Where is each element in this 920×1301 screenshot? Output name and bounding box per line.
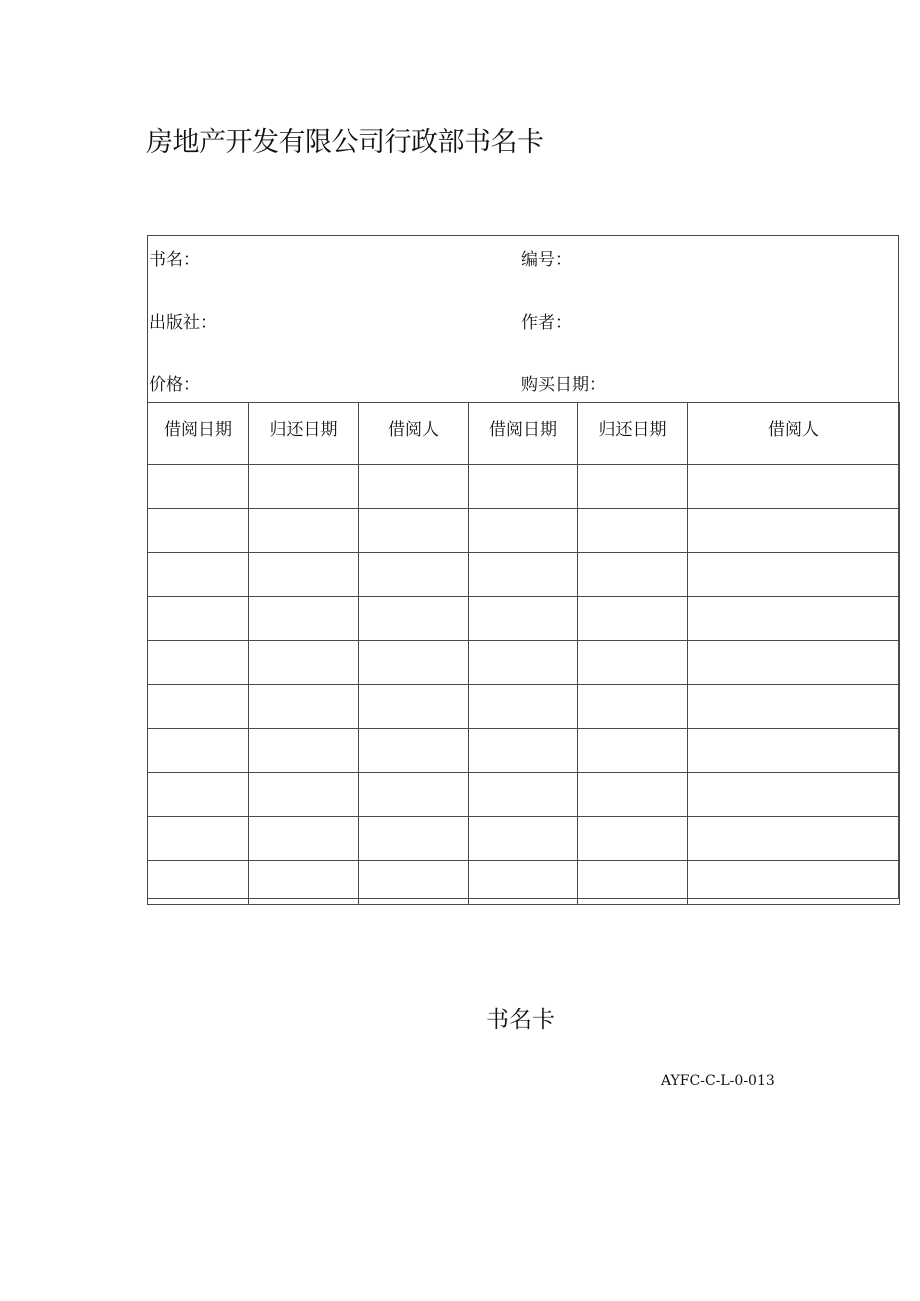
document-code: AYFC-C-L-0-013	[661, 1073, 775, 1089]
table-cell	[688, 729, 900, 773]
table-cell	[688, 641, 900, 685]
table-cell	[249, 553, 359, 597]
price-label: 价格：	[149, 375, 200, 395]
table-cell	[249, 861, 359, 905]
table-cell	[469, 641, 578, 685]
table-row	[148, 641, 900, 685]
author-label: 作者：	[521, 313, 572, 333]
table-cell	[688, 553, 900, 597]
table-cell	[249, 729, 359, 773]
table-row	[148, 817, 900, 861]
table-cell	[148, 861, 249, 905]
table-cell	[469, 773, 578, 817]
table-cell	[148, 729, 249, 773]
table-cell	[359, 597, 469, 641]
table-cell	[469, 817, 578, 861]
header-return-date-2: 归还日期	[578, 403, 688, 465]
table-cell	[359, 685, 469, 729]
number-label: 编号：	[521, 250, 572, 270]
table-cell	[359, 641, 469, 685]
table-cell	[249, 817, 359, 861]
book-info-section	[148, 236, 898, 403]
header-borrow-date-2: 借阅日期	[469, 403, 578, 465]
table-cell	[469, 465, 578, 509]
purchase-date-label: 购买日期：	[521, 375, 606, 395]
table-cell	[469, 685, 578, 729]
table-cell	[578, 641, 688, 685]
table-cell	[359, 861, 469, 905]
table-cell	[148, 509, 249, 553]
table-cell	[359, 553, 469, 597]
header-borrow-date-1: 借阅日期	[148, 403, 249, 465]
table-cell	[578, 685, 688, 729]
book-card	[147, 235, 899, 899]
table-cell	[688, 817, 900, 861]
table-row	[148, 465, 900, 509]
table-cell	[469, 509, 578, 553]
table-cell	[578, 509, 688, 553]
table-cell	[469, 861, 578, 905]
table-cell	[578, 553, 688, 597]
header-return-date-1: 归还日期	[249, 403, 359, 465]
table-cell	[688, 773, 900, 817]
table-row	[148, 773, 900, 817]
table-cell	[469, 597, 578, 641]
table-cell	[578, 729, 688, 773]
table-cell	[578, 861, 688, 905]
table-header-row	[148, 403, 900, 465]
table-cell	[688, 465, 900, 509]
table-cell	[688, 597, 900, 641]
table-row	[148, 553, 900, 597]
table-cell	[359, 465, 469, 509]
table-cell	[688, 509, 900, 553]
table-row	[148, 685, 900, 729]
table-cell	[249, 509, 359, 553]
table-cell	[249, 641, 359, 685]
table-cell	[359, 773, 469, 817]
table-cell	[359, 817, 469, 861]
table-cell	[148, 597, 249, 641]
publisher-label: 出版社：	[149, 313, 217, 333]
table-cell	[148, 553, 249, 597]
table-cell	[148, 817, 249, 861]
table-cell	[688, 861, 900, 905]
table-cell	[249, 773, 359, 817]
table-cell	[249, 597, 359, 641]
table-body	[148, 465, 900, 905]
table-cell	[359, 729, 469, 773]
table-cell	[249, 685, 359, 729]
table-cell	[148, 773, 249, 817]
header-borrower-2: 借阅人	[688, 403, 900, 465]
table-row	[148, 729, 900, 773]
table-cell	[359, 509, 469, 553]
table-cell	[578, 817, 688, 861]
table-cell	[249, 465, 359, 509]
card-caption: 书名卡	[486, 1007, 555, 1033]
table-row	[148, 861, 900, 905]
table-cell	[578, 465, 688, 509]
table-cell	[148, 465, 249, 509]
book-name-label: 书名：	[149, 250, 200, 270]
page-title: 房地产开发有限公司行政部书名卡	[146, 127, 544, 158]
borrow-log-table	[147, 402, 900, 905]
table-cell	[469, 553, 578, 597]
table-cell	[578, 773, 688, 817]
table-cell	[148, 641, 249, 685]
table-cell	[469, 729, 578, 773]
table-cell	[688, 685, 900, 729]
table-cell	[148, 685, 249, 729]
table-row	[148, 597, 900, 641]
header-borrower-1: 借阅人	[359, 403, 469, 465]
table-row	[148, 509, 900, 553]
table-cell	[578, 597, 688, 641]
